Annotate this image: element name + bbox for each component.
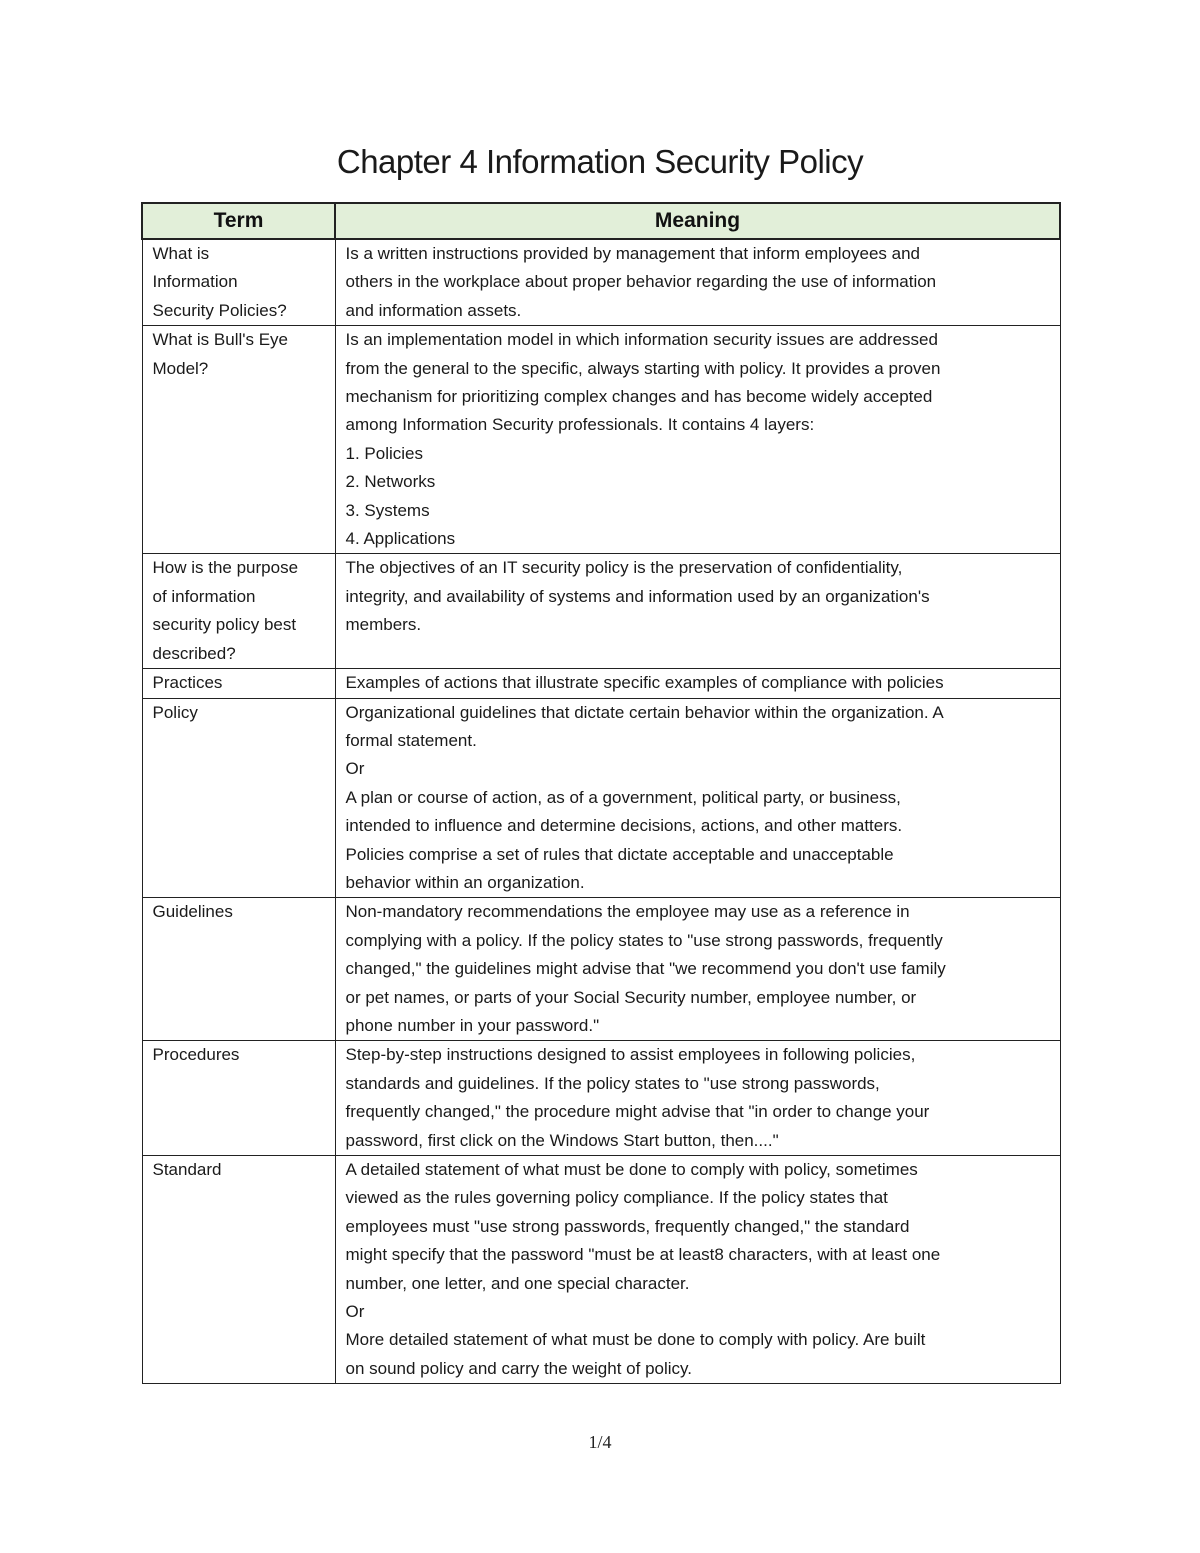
meaning-line: phone number in your password." bbox=[345, 1015, 600, 1035]
meaning-line: from the general to the specific, always starting with policy. It provides a proven bbox=[345, 358, 941, 378]
meaning-line: 1. Policies bbox=[345, 443, 423, 463]
meaning-line: and information assets. bbox=[345, 300, 522, 320]
meaning-line: or pet names, or parts of your Social Security number, employee number, or bbox=[345, 987, 917, 1007]
table-row bbox=[142, 698, 1060, 898]
meaning-line: Is a written instructions provided by management that inform employees and bbox=[345, 244, 921, 263]
term-line: Policy bbox=[152, 702, 198, 722]
meaning-cell bbox=[335, 1156, 1060, 1384]
term-line: Security Policies? bbox=[152, 300, 287, 320]
meaning-line: on sound policy and carry the weight of policy. bbox=[345, 1358, 692, 1378]
meaning-cell bbox=[335, 698, 1060, 898]
term-line: Procedures bbox=[152, 1045, 240, 1065]
header-meaning: Meaning bbox=[335, 203, 1060, 239]
meaning-line: standards and guidelines. If the policy states to "use strong passwords, bbox=[345, 1073, 880, 1093]
table-row bbox=[142, 1156, 1060, 1384]
term-cell bbox=[142, 326, 335, 554]
meaning-cell bbox=[335, 898, 1060, 1041]
meaning-line: formal statement. bbox=[345, 730, 477, 750]
meaning-line: others in the workplace about proper behavior regarding the use of information bbox=[345, 272, 937, 292]
meaning-cell bbox=[335, 1041, 1060, 1156]
table-header-row bbox=[142, 203, 1060, 239]
meaning-line: members. bbox=[345, 615, 422, 635]
meaning-line: complying with a policy. If the policy states to "use strong passwords, frequently bbox=[345, 930, 943, 950]
term-cell bbox=[142, 554, 335, 669]
meaning-cell bbox=[335, 669, 1060, 698]
term-cell bbox=[142, 239, 335, 326]
table-row bbox=[142, 326, 1060, 554]
meaning-line: The objectives of an IT security policy is the preservation of confidentiality, bbox=[345, 558, 903, 578]
meaning-line: frequently changed," the procedure might advise that "in order to change your bbox=[345, 1102, 930, 1122]
table-body bbox=[142, 239, 1060, 1384]
page-title: Chapter 4 Information Security Policy bbox=[336, 143, 864, 180]
meaning-line: 4. Applications bbox=[345, 529, 456, 549]
table-row bbox=[142, 669, 1060, 698]
meaning-line: Policies comprise a set of rules that dictate acceptable and unacceptable bbox=[345, 844, 894, 864]
meaning-line: changed," the guidelines might advise that "we recommend you don't use family bbox=[345, 959, 946, 979]
term-cell bbox=[142, 698, 335, 898]
meaning-line: number, one letter, and one special character. bbox=[345, 1273, 690, 1293]
term-line: What is bbox=[152, 244, 210, 263]
meaning-line: employees must "use strong passwords, frequently changed," the standard bbox=[345, 1216, 910, 1236]
meaning-line: Step-by-step instructions designed to assist employees in following policies, bbox=[345, 1045, 916, 1065]
term-line: Model? bbox=[152, 358, 209, 378]
meaning-cell bbox=[335, 554, 1060, 669]
term-line: security policy best bbox=[152, 615, 297, 635]
meaning-line: Examples of actions that illustrate specific examples of compliance with policies bbox=[345, 673, 944, 693]
term-line: How is the purpose bbox=[152, 558, 299, 578]
term-line: of information bbox=[152, 586, 256, 606]
meaning-line: Organizational guidelines that dictate certain behavior within the organization. A bbox=[345, 702, 944, 722]
term-line: Information bbox=[152, 272, 238, 292]
page-number: 1/4 bbox=[588, 1432, 612, 1452]
term-line: Guidelines bbox=[152, 902, 233, 922]
meaning-line: Is an implementation model in which information security issues are addressed bbox=[345, 330, 938, 350]
table-row bbox=[142, 1041, 1060, 1156]
term-cell bbox=[142, 898, 335, 1041]
meaning-line: password, first click on the Windows Start button, then...." bbox=[345, 1130, 779, 1150]
meaning-line: integrity, and availability of systems and information used by an organization's bbox=[345, 586, 930, 606]
meaning-line: Or bbox=[345, 1302, 365, 1322]
term-line: described? bbox=[152, 643, 236, 663]
meaning-line: intended to influence and determine decisions, actions, and other matters. bbox=[345, 816, 903, 836]
meaning-line: might specify that the password "must be at least8 characters, with at least one bbox=[345, 1245, 941, 1265]
meaning-line: A plan or course of action, as of a government, political party, or business, bbox=[345, 787, 901, 807]
table-row bbox=[142, 898, 1060, 1041]
term-line: What is Bull's Eye bbox=[152, 330, 289, 350]
meaning-line: Non-mandatory recommendations the employee may use as a reference in bbox=[345, 902, 910, 922]
term-line: Practices bbox=[152, 673, 223, 693]
term-cell bbox=[142, 1156, 335, 1384]
table-row bbox=[142, 554, 1060, 669]
meaning-line: More detailed statement of what must be done to comply with policy. Are built bbox=[345, 1330, 926, 1350]
terms-table bbox=[141, 202, 1061, 1384]
meaning-line: 3. Systems bbox=[345, 500, 430, 520]
meaning-line: 2. Networks bbox=[345, 472, 436, 492]
meaning-line: Or bbox=[345, 759, 365, 779]
meaning-line: A detailed statement of what must be done to comply with policy, sometimes bbox=[345, 1160, 918, 1179]
header-term: Term bbox=[142, 203, 335, 239]
term-cell bbox=[142, 1041, 335, 1156]
term-line: Standard bbox=[152, 1160, 222, 1179]
term-cell bbox=[142, 669, 335, 698]
meaning-cell bbox=[335, 326, 1060, 554]
meaning-line: viewed as the rules governing policy compliance. If the policy states that bbox=[345, 1188, 888, 1208]
table-row bbox=[142, 239, 1060, 326]
meaning-line: among Information Security professionals. It contains 4 layers: bbox=[345, 415, 815, 435]
meaning-line: mechanism for prioritizing complex changes and has become widely accepted bbox=[345, 387, 933, 407]
meaning-line: behavior within an organization. bbox=[345, 872, 585, 892]
meaning-cell bbox=[335, 239, 1060, 326]
